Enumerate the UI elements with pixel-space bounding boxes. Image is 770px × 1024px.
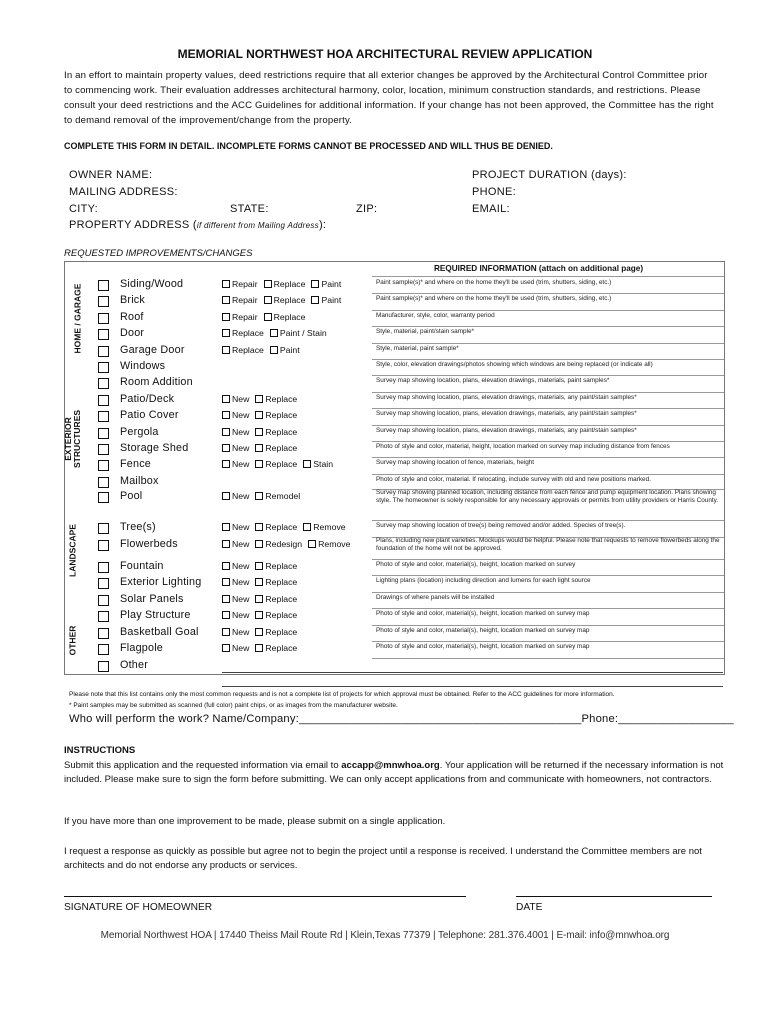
instructions-paragraph-2: If you have more than one improvement to be made, please submit on a single application.	[64, 816, 446, 827]
category-landscape: LANDSCAPE	[67, 524, 78, 577]
option-checkbox[interactable]	[222, 644, 230, 652]
who-performs-work-field[interactable]: Who will perform the work? Name/Company:____________________________________________Phone:__________________	[69, 713, 734, 725]
date-label: DATE	[516, 902, 543, 913]
row-divider	[372, 326, 724, 327]
item-label: Play Structure	[120, 609, 191, 621]
option[interactable]	[270, 328, 327, 338]
option-checkbox[interactable]	[303, 523, 311, 531]
option[interactable]	[255, 594, 297, 604]
option-checkbox[interactable]	[222, 540, 230, 548]
row-divider	[372, 343, 724, 344]
item-checkbox[interactable]	[98, 611, 109, 622]
item-options	[222, 522, 352, 532]
item-checkbox[interactable]	[98, 540, 109, 551]
option-label: New	[232, 459, 250, 469]
option[interactable]	[222, 610, 249, 620]
option-label: Replace	[265, 410, 298, 420]
option-checkbox[interactable]	[311, 280, 319, 288]
option-label: Replace	[232, 345, 264, 355]
row-divider	[372, 608, 724, 609]
row-divider	[372, 474, 724, 475]
date-line[interactable]	[516, 896, 712, 897]
option[interactable]	[255, 410, 297, 420]
item-checkbox[interactable]	[98, 411, 109, 422]
option[interactable]	[222, 539, 249, 549]
option-checkbox[interactable]	[255, 428, 263, 436]
option[interactable]	[222, 459, 249, 469]
row-divider	[372, 575, 724, 576]
required-info: Lighting plans (location) including direction and lumens for each light source	[376, 577, 591, 584]
item-checkbox[interactable]	[98, 313, 109, 324]
required-info: Photo of style and color, material. If relocating, include survey with old and new positions marked.	[376, 476, 651, 483]
option-checkbox[interactable]	[222, 562, 230, 570]
option[interactable]	[222, 394, 249, 404]
option-checkbox[interactable]	[222, 280, 230, 288]
option[interactable]	[264, 279, 306, 289]
row-divider	[372, 375, 724, 376]
option-label: New	[232, 522, 250, 532]
option-label: New	[232, 643, 250, 653]
property-address-end: ):	[318, 219, 327, 231]
item-options	[222, 443, 303, 453]
option-checkbox[interactable]	[308, 540, 316, 548]
option-label: New	[232, 610, 250, 620]
item-checkbox[interactable]	[98, 661, 109, 672]
complete-notice: COMPLETE THIS FORM IN DETAIL. INCOMPLETE FORMS CANNOT BE PROCESSED AND WILL THUS BE DENIED.	[64, 141, 553, 151]
option[interactable]	[222, 522, 249, 532]
option-label: Replace	[232, 328, 264, 338]
instructions-paragraph-1	[64, 759, 724, 787]
instructions-text-b: . Your application will be returned if the necessary information is not included. Please make sure to sign the form before submitting. We can only accept applications from and communicate with homeowners, not contractors.	[64, 760, 724, 785]
option-label: Replace	[265, 427, 298, 437]
item-label: Brick	[120, 294, 145, 306]
option-label: Paint	[279, 345, 300, 355]
email-field[interactable]: EMAIL:	[472, 203, 510, 215]
option-checkbox[interactable]	[222, 523, 230, 531]
option-label: New	[232, 594, 250, 604]
category-exterior-line1: EXTERIOR	[63, 417, 73, 461]
item-checkbox[interactable]	[98, 595, 109, 606]
option[interactable]	[264, 312, 306, 322]
item-options	[222, 345, 306, 355]
option-checkbox[interactable]	[222, 411, 230, 419]
header-divider	[372, 276, 724, 277]
item-label: Patio Cover	[120, 409, 179, 421]
option-checkbox[interactable]	[222, 578, 230, 586]
item-label: Flagpole	[120, 642, 164, 654]
item-checkbox[interactable]	[98, 562, 109, 573]
option[interactable]	[255, 491, 300, 501]
item-options	[222, 577, 303, 587]
other-line-2[interactable]	[222, 686, 723, 687]
item-label: Basketball Goal	[120, 626, 199, 638]
required-info: Survey map showing location, plans, elevation drawings, materials, any paint/stain samples*	[376, 427, 637, 434]
option-checkbox[interactable]	[264, 280, 272, 288]
required-info: Plans, including new plant varieties. Mockups would be helpful. Please note that requests to remove flowerbeds along the foundation of the home will not be approved.	[376, 537, 720, 552]
option[interactable]	[255, 610, 297, 620]
option-checkbox[interactable]	[222, 444, 230, 452]
row-divider	[372, 625, 724, 626]
item-checkbox[interactable]	[98, 362, 109, 373]
page-title: MEMORIAL NORTHWEST HOA ARCHITECTURAL REVIEW APPLICATION	[177, 47, 593, 61]
option-checkbox[interactable]	[255, 444, 263, 452]
item-label: Windows	[120, 360, 166, 372]
instructions-paragraph-3: I request a response as quickly as possible but agree not to begin the project until a response is received. I understand the Committee members are not architects and do not endorse any products or services.	[64, 846, 702, 871]
row-divider	[372, 441, 724, 442]
required-info: Survey map showing planned location, including distance from each fence and pump equipment location. Plans showing style. The homeowner is solely responsible for any necessary approvals or permits from utility providers or Harris County.	[376, 489, 719, 504]
option-checkbox[interactable]	[222, 460, 230, 468]
footer-contact: Memorial Northwest HOA | 17440 Theiss Mail Route Rd | Klein,Texas 77379 | Telephone: 281.376.4001 | E-mail: info@mnwhoa.org	[100, 930, 670, 941]
option-checkbox[interactable]	[222, 296, 230, 304]
intro-paragraph: In an effort to maintain property values, deed restrictions require that all exterior changes be approved by the Architectural Control Committee prior to commencing work. Their evaluation addresses architectural harmony, color, location, minimum construction standards, and restrictions. Please consult your deed restrictions and the ACC Guidelines for additional information. If your change has not been approved, the Committee has the right to demand removal of the improvement/change from the property.	[64, 70, 714, 126]
option[interactable]	[222, 295, 258, 305]
option-label: Paint	[321, 279, 342, 289]
category-exterior-line2: STRUCTURES	[72, 409, 82, 469]
item-label: Exterior Lighting	[120, 576, 202, 588]
option[interactable]	[303, 522, 345, 532]
option-label: Repair	[232, 279, 258, 289]
option-checkbox[interactable]	[303, 460, 311, 468]
submission-email-link[interactable]: accapp@mnwhoa.org	[341, 760, 440, 771]
option-checkbox[interactable]	[255, 644, 263, 652]
option[interactable]	[255, 522, 297, 532]
mailing-address-field[interactable]: MAILING ADDRESS:	[69, 186, 178, 198]
option-checkbox[interactable]	[255, 611, 263, 619]
phone-field[interactable]: PHONE:	[472, 186, 516, 198]
instructions-header: INSTRUCTIONS	[64, 745, 136, 756]
option-checkbox[interactable]	[255, 492, 263, 500]
option-checkbox[interactable]	[311, 296, 319, 304]
option-checkbox[interactable]	[255, 578, 263, 586]
option-label: Repair	[232, 312, 258, 322]
other-line-1[interactable]	[222, 672, 723, 673]
item-checkbox[interactable]	[98, 460, 109, 471]
item-options	[222, 561, 303, 571]
option-checkbox[interactable]	[222, 428, 230, 436]
row-divider	[372, 641, 724, 642]
required-info: Photo of style and color, material(s), height, location marked on survey map	[376, 643, 590, 650]
item-options	[222, 627, 303, 637]
item-label: Other	[120, 659, 149, 671]
item-options	[222, 594, 303, 604]
option-label: New	[232, 577, 250, 587]
option[interactable]	[255, 643, 297, 653]
option-label: New	[232, 561, 250, 571]
option[interactable]	[255, 443, 297, 453]
item-options	[222, 394, 303, 404]
option-checkbox[interactable]	[270, 329, 278, 337]
item-label: Siding/Wood	[120, 278, 184, 290]
option[interactable]	[222, 427, 249, 437]
item-checkbox[interactable]	[98, 395, 109, 406]
item-options	[222, 610, 303, 620]
item-label: Roof	[120, 311, 144, 323]
required-info: Style, color, elevation drawings/photos showing which windows are being replaced (or indicate all)	[376, 361, 653, 368]
option-checkbox[interactable]	[270, 346, 278, 354]
item-options	[222, 312, 311, 322]
property-address-note: if different from Mailing Address	[196, 221, 319, 230]
item-checkbox[interactable]	[98, 492, 109, 503]
item-options	[222, 643, 303, 653]
option[interactable]	[255, 539, 302, 549]
option[interactable]	[222, 328, 264, 338]
option-checkbox[interactable]	[222, 595, 230, 603]
option-checkbox[interactable]	[255, 562, 263, 570]
required-info: Paint sample(s)* and where on the home they'll be used (trim, shutters, siding, etc.)	[376, 295, 612, 302]
signature-label: SIGNATURE OF HOMEOWNER	[64, 902, 213, 913]
row-divider	[372, 392, 724, 393]
option-label: Replace	[273, 295, 306, 305]
item-label: Garage Door	[120, 344, 185, 356]
signature-line[interactable]	[64, 896, 466, 897]
option-label: Replace	[265, 561, 298, 571]
option[interactable]	[255, 561, 297, 571]
option[interactable]	[255, 427, 297, 437]
required-info: Survey map showing location, plans, elevation drawings, materials, paint samples*	[376, 377, 610, 384]
item-checkbox[interactable]	[98, 477, 109, 488]
option-label: Paint	[321, 295, 342, 305]
item-checkbox[interactable]	[98, 644, 109, 655]
option[interactable]	[222, 643, 249, 653]
item-label: Pool	[120, 490, 143, 502]
item-label: Patio/Deck	[120, 393, 175, 405]
option-label: New	[232, 410, 250, 420]
item-checkbox[interactable]	[98, 628, 109, 639]
option-checkbox[interactable]	[222, 329, 230, 337]
option-label: Replace	[265, 443, 298, 453]
item-checkbox[interactable]	[98, 296, 109, 307]
instructions-text-a: Submit this application and the requested information via email to	[64, 760, 342, 771]
item-label: Mailbox	[120, 475, 159, 487]
row-divider	[372, 310, 724, 311]
item-label: Room Addition	[120, 376, 193, 388]
option[interactable]	[270, 345, 300, 355]
option-checkbox[interactable]	[255, 523, 263, 531]
row-divider	[372, 408, 724, 409]
option-label: Replace	[265, 577, 298, 587]
option-checkbox[interactable]	[222, 628, 230, 636]
option-checkbox[interactable]	[255, 540, 263, 548]
option-checkbox[interactable]	[222, 346, 230, 354]
row-divider	[372, 559, 724, 560]
note-common-requests: Please note that this list contains only the most common requests and is not a complete list of projects for which approval must be obtained. Refer to the ACC guidelines for more information.	[69, 691, 615, 698]
item-options	[222, 459, 339, 469]
option[interactable]	[222, 594, 249, 604]
item-checkbox[interactable]	[98, 329, 109, 340]
option[interactable]	[222, 345, 264, 355]
required-info: Survey map showing location, plans, elevation drawings, materials, any paint/stain samples*	[376, 394, 637, 401]
option-checkbox[interactable]	[222, 313, 230, 321]
option-checkbox[interactable]	[255, 411, 263, 419]
option-label: Replace	[265, 459, 298, 469]
required-info: Paint sample(s)* and where on the home they'll be used (trim, shutters, siding, etc.)	[376, 279, 612, 286]
option-label: Repair	[232, 295, 258, 305]
option-label: New	[232, 539, 250, 549]
option[interactable]	[308, 539, 350, 549]
item-checkbox[interactable]	[98, 578, 109, 589]
improvements-title: REQUESTED IMPROVEMENTS/CHANGES	[64, 248, 253, 259]
item-label: Fountain	[120, 560, 164, 572]
option-label: New	[232, 427, 250, 437]
item-label: Tree(s)	[120, 521, 156, 533]
option-label: New	[232, 394, 250, 404]
required-info-header: REQUIRED INFORMATION (attach on additional page)	[434, 264, 644, 273]
option-label: Remove	[313, 522, 346, 532]
required-info: Photo of style and color, material(s), height, location marked on survey map	[376, 610, 590, 617]
row-divider	[372, 425, 724, 426]
row-divider	[372, 520, 724, 521]
required-info: Manufacturer, style, color, warranty period	[376, 312, 495, 319]
required-info: Survey map showing location, plans, elevation drawings, materials, any paint/stain samples*	[376, 410, 637, 417]
project-duration-field[interactable]: PROJECT DURATION (days):	[472, 169, 627, 181]
option-checkbox[interactable]	[222, 395, 230, 403]
row-divider	[372, 457, 724, 458]
item-checkbox[interactable]	[98, 346, 109, 357]
option-checkbox[interactable]	[264, 313, 272, 321]
option-label: Remove	[318, 539, 351, 549]
option-label: Replace	[265, 610, 298, 620]
item-options	[222, 279, 347, 289]
option-label: New	[232, 627, 250, 637]
required-info: Survey map showing location of tree(s) being removed and/or added. Species of tree(s).	[376, 522, 626, 529]
zip-field[interactable]: ZIP:	[356, 203, 378, 215]
item-label: Fence	[120, 458, 152, 470]
option[interactable]	[222, 561, 249, 571]
item-options	[222, 410, 303, 420]
option[interactable]	[222, 410, 249, 420]
option-label: Remodel	[265, 491, 301, 501]
option-checkbox[interactable]	[264, 296, 272, 304]
option-label: Replace	[265, 594, 298, 604]
city-field[interactable]: CITY:	[69, 203, 99, 215]
item-options	[222, 328, 333, 338]
item-options	[222, 295, 347, 305]
option-label: New	[232, 443, 250, 453]
required-info: Drawings of where panels will be installed	[376, 594, 495, 601]
option-label: Replace	[265, 394, 298, 404]
item-checkbox[interactable]	[98, 280, 109, 291]
option-checkbox[interactable]	[255, 460, 263, 468]
option-label: Replace	[273, 279, 306, 289]
required-info: Style, material, paint sample*	[376, 345, 459, 352]
option[interactable]	[255, 577, 297, 587]
option-label: Stain	[313, 459, 334, 469]
option[interactable]	[255, 459, 297, 469]
property-address-field[interactable]	[69, 219, 326, 231]
item-label: Pergola	[120, 426, 159, 438]
property-address-label: PROPERTY ADDRESS (	[69, 219, 197, 231]
option[interactable]	[222, 279, 258, 289]
item-label: Flowerbeds	[120, 538, 178, 550]
required-info: Style, material, paint/stain sample*	[376, 328, 475, 335]
option[interactable]	[311, 279, 341, 289]
item-label: Solar Panels	[120, 593, 184, 605]
row-divider	[372, 293, 724, 294]
note-paint-samples: * Paint samples may be submitted as scanned (full color) paint chips, or as images from the manufacturer website.	[69, 702, 398, 709]
row-divider	[372, 359, 724, 360]
row-divider	[372, 592, 724, 593]
option-label: Redesign	[265, 539, 303, 549]
option-checkbox[interactable]	[222, 492, 230, 500]
option[interactable]	[222, 577, 249, 587]
option[interactable]	[255, 627, 297, 637]
option-checkbox[interactable]	[255, 395, 263, 403]
item-label: Storage Shed	[120, 442, 189, 454]
owner-name-field[interactable]: OWNER NAME:	[69, 169, 153, 181]
row-divider	[372, 658, 724, 659]
item-checkbox[interactable]	[98, 444, 109, 455]
category-other: OTHER	[67, 625, 78, 656]
item-label: Door	[120, 327, 145, 339]
item-checkbox[interactable]	[98, 378, 109, 389]
option-label: Replace	[273, 312, 306, 322]
required-info: Survey map showing location of fence, materials, height	[376, 459, 535, 466]
option[interactable]	[264, 295, 306, 305]
option-label: Paint / Stain	[279, 328, 327, 338]
option-label: Replace	[265, 643, 298, 653]
option[interactable]	[222, 312, 258, 322]
required-info: Photo of style and color, material, height, location marked on survey map including distance from fences	[376, 443, 670, 450]
required-info: Photo of style and color, material(s), height, location marked on survey	[376, 561, 576, 568]
option-label: Replace	[265, 627, 298, 637]
option-label: Replace	[265, 522, 298, 532]
option-checkbox[interactable]	[255, 628, 263, 636]
item-options	[222, 491, 306, 501]
required-info: Photo of style and color, material(s), height, location marked on survey map	[376, 627, 590, 634]
category-home-garage: HOME / GARAGE	[72, 283, 83, 354]
category-exterior	[64, 404, 82, 474]
option-label: New	[232, 491, 250, 501]
item-checkbox[interactable]	[98, 523, 109, 534]
option[interactable]	[222, 627, 249, 637]
item-options	[222, 539, 356, 549]
option[interactable]	[255, 394, 297, 404]
option[interactable]	[222, 491, 249, 501]
option[interactable]	[311, 295, 341, 305]
option[interactable]	[303, 459, 333, 469]
option[interactable]	[222, 443, 249, 453]
state-field[interactable]: STATE:	[230, 203, 269, 215]
item-options	[222, 427, 303, 437]
option-checkbox[interactable]	[255, 595, 263, 603]
option-checkbox[interactable]	[222, 611, 230, 619]
item-checkbox[interactable]	[98, 428, 109, 439]
